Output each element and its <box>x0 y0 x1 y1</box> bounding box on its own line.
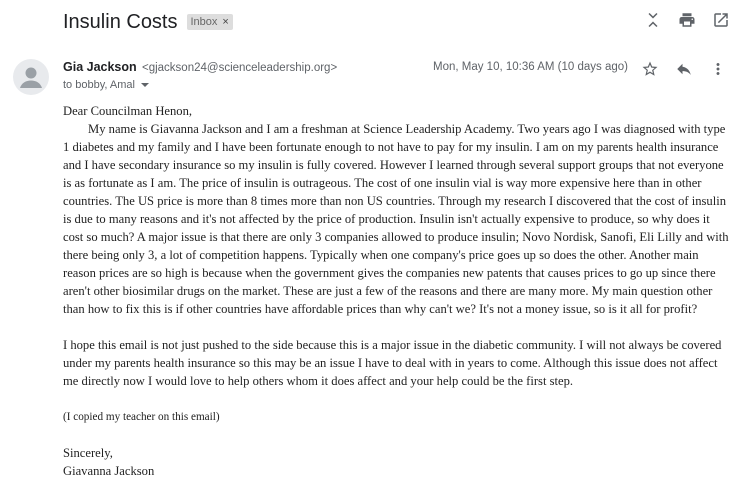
subject-row <box>63 9 233 35</box>
body-paragraph-1: My name is Giavanna Jackson and I am a freshman at Science Leadership Academy. Two years ago I was diagnosed with type 1 diabetes and my family and I have been fortunate enough to not have to pay for my insulin. I am on my parents health insurance and I have secondary insurance so my insulin is fully covered. However I learned through several support groups that not everyone is as fortunate as I am. The price of insulin is outrageous. The cost of one insulin vial is way more expensive here than in other countries. The US price is more than 8 times more than non US countries. Through my research I discovered that the cost of insulin is due to many reasons and it's not affected by the price of production. Insulin isn't actually expensive to produce, so why does it cost so much? A major issue is that there are only 3 companies allowed to produce insulin; Novo Nordisk, Sanofi, Eli Lilly and with there being only 3, a lot of competition happens. Typically when one company's price goes up so does the other. Another main reason prices are so high is because when the government gives the companies new patents that causes prices to go up since there aren't other biosimilar drugs on the market. These are just a few of the reasons and there are many more. My main question other than how to fix this is if other countries have affordable prices than why can't we? It's not a money issue, so is it all for profit? <box>63 122 729 316</box>
reply-icon[interactable] <box>674 59 694 79</box>
avatar-icon[interactable] <box>13 59 49 95</box>
message-date: Mon, May 10, 10:36 AM (10 days ago) <box>433 61 628 73</box>
email-body <box>63 102 731 480</box>
sender-email: <gjackson24@scienceleadership.org> <box>142 62 338 74</box>
closing: Sincerely, <box>63 446 113 460</box>
signature: Giavanna Jackson <box>63 464 155 478</box>
star-icon[interactable] <box>640 59 660 79</box>
sender-name[interactable]: Gia Jackson <box>63 60 137 74</box>
chevron-down-icon[interactable] <box>141 83 149 87</box>
open-in-new-icon[interactable] <box>711 10 731 30</box>
print-icon[interactable] <box>677 10 697 30</box>
more-vert-icon[interactable] <box>708 59 728 79</box>
inbox-label-chip[interactable] <box>187 14 233 30</box>
email-subject: Insulin Costs <box>63 10 178 33</box>
body-paragraph-2: I hope this email is not just pushed to the side because this is a major issue in the diabetic community. I will not always be covered under my parents health insurance so this may be an issue I have to deal with in years to come. Although this issue does not affect me directly now I would love to help others whom it does affect and your help could be the first step. <box>63 338 722 388</box>
collapse-icon[interactable] <box>643 10 663 30</box>
recipients-toggle[interactable] <box>63 79 149 91</box>
remove-label-button[interactable]: × <box>222 16 229 28</box>
greeting: Dear Councilman Henon, <box>63 104 193 118</box>
recipients-text: to bobby, Amal <box>63 79 135 91</box>
cc-note: (I copied my teacher on this email) <box>63 411 220 423</box>
inbox-label-text: Inbox <box>190 16 218 28</box>
sender-line <box>63 60 337 74</box>
thread-toolbar <box>643 10 731 30</box>
message-actions <box>640 59 728 79</box>
